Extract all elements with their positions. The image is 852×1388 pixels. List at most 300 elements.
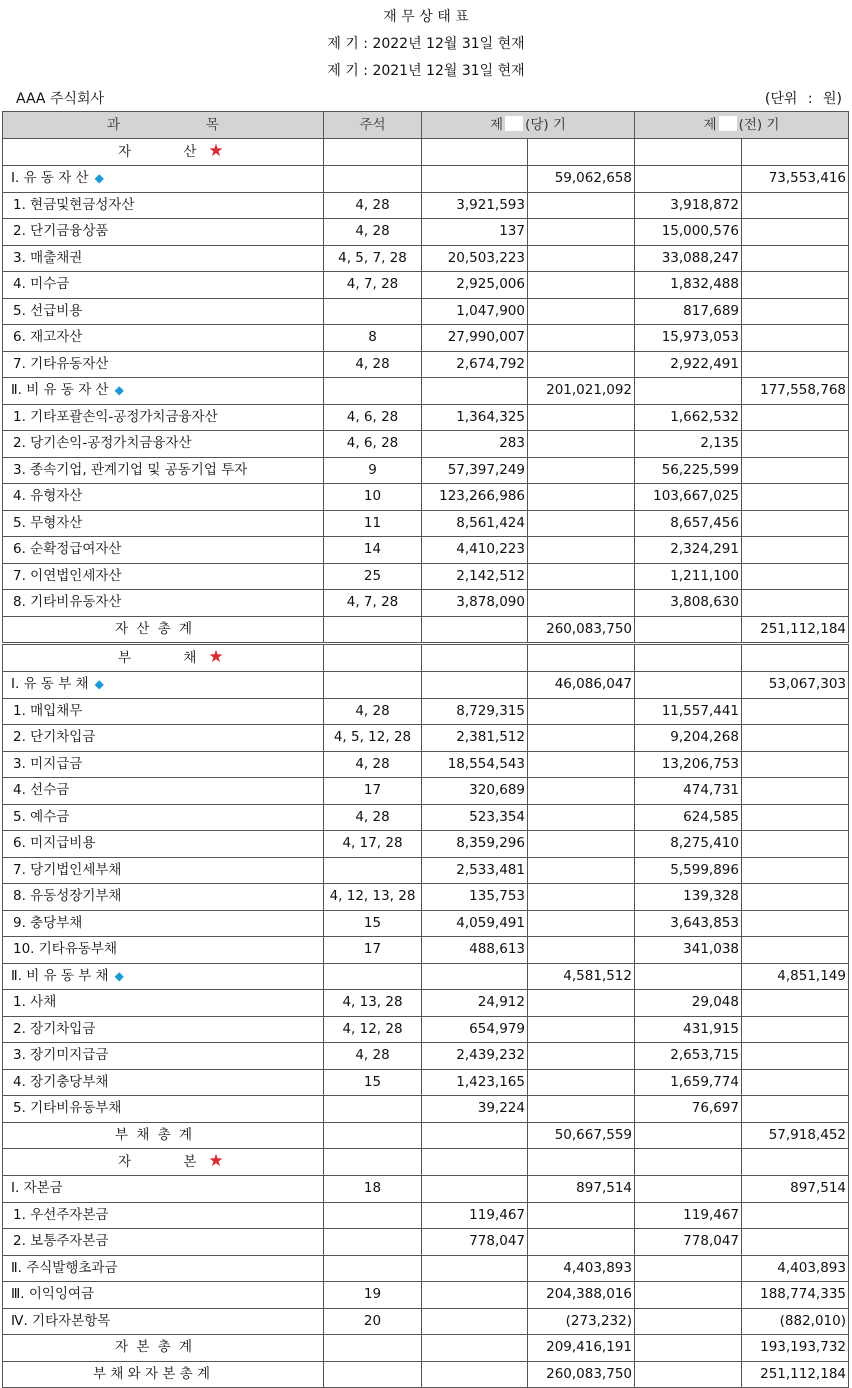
account-cell-text: 6. 재고자산 — [13, 329, 83, 346]
table-row-item — [3, 431, 849, 458]
account-cell-text: 2. 보통주자본금 — [13, 1233, 109, 1250]
prior-detail-cell — [635, 404, 742, 431]
note-cell-text: 9 — [368, 461, 377, 478]
prior-detail-cell — [635, 831, 742, 858]
prior-subtotal-cell — [742, 404, 849, 431]
prior-detail-cell — [635, 1335, 742, 1362]
note-cell-text: 4, 28 — [355, 355, 390, 372]
account-cell-text: 자 산 총 계 — [115, 620, 195, 637]
account-cell-text: 1. 기타포괄손익-공정가치금융자산 — [13, 408, 218, 425]
header-prior-suffix: (전) 기 — [738, 116, 780, 133]
current-subtotal-cell — [528, 1202, 635, 1229]
account-cell-text: 5. 무형자산 — [13, 514, 83, 531]
note-cell — [324, 1176, 422, 1203]
prior-detail-cell — [635, 272, 742, 299]
current-subtotal-cell — [528, 1176, 635, 1203]
account-cell-text: Ⅱ. 비 유 동 부 채 — [11, 967, 109, 984]
prior-detail-cell-text: 8,275,410 — [670, 835, 739, 852]
current-subtotal-cell — [528, 192, 635, 219]
current-subtotal-cell — [528, 778, 635, 805]
current-subtotal-cell — [528, 1043, 635, 1070]
prior-subtotal-cell — [742, 1043, 849, 1070]
account-cell — [3, 616, 324, 644]
account-cell-text: Ⅲ. 이익잉여금 — [11, 1286, 95, 1303]
account-cell-text: 2. 단기금융상품 — [13, 223, 109, 240]
note-cell-text: 4, 6, 28 — [346, 408, 399, 425]
account-cell-text: 10. 기타유동부채 — [13, 941, 118, 958]
prior-detail-cell-text: 15,000,576 — [661, 223, 739, 240]
current-subtotal-cell-text: 201,021,092 — [546, 382, 632, 399]
account-cell — [3, 378, 324, 405]
current-detail-cell-text: 39,224 — [477, 1100, 525, 1117]
prior-detail-cell-text: 5,599,896 — [670, 861, 739, 878]
current-detail-cell-text: 2,925,006 — [456, 276, 525, 293]
current-detail-cell-text: 8,729,315 — [456, 702, 525, 719]
prior-subtotal-cell — [742, 1229, 849, 1256]
current-subtotal-cell — [528, 1282, 635, 1309]
prior-detail-cell — [635, 298, 742, 325]
prior-subtotal-cell — [742, 831, 849, 858]
current-subtotal-cell-text: 204,388,016 — [546, 1286, 632, 1303]
account-cell-text: 5. 예수금 — [13, 808, 70, 825]
prior-detail-cell — [635, 937, 742, 964]
note-cell — [324, 1202, 422, 1229]
note-cell — [324, 1229, 422, 1256]
current-detail-cell-text: 3,878,090 — [456, 594, 525, 611]
account-cell — [3, 563, 324, 590]
header-current-period — [422, 112, 635, 139]
current-subtotal-cell — [528, 857, 635, 884]
table-row-item — [3, 990, 849, 1017]
prior-detail-cell-text: 139,328 — [683, 888, 739, 905]
table-row-sec — [3, 378, 849, 405]
table-row-item — [3, 778, 849, 805]
current-detail-cell — [422, 1202, 528, 1229]
prior-subtotal-cell — [742, 1255, 849, 1282]
current-subtotal-cell — [528, 590, 635, 617]
account-cell-text: 5. 선급비용 — [13, 302, 83, 319]
current-detail-cell — [422, 537, 528, 564]
prior-subtotal-cell — [742, 1096, 849, 1123]
prior-detail-cell — [635, 725, 742, 752]
current-subtotal-cell — [528, 1016, 635, 1043]
current-subtotal-cell — [528, 563, 635, 590]
prior-detail-cell-text: 1,662,532 — [670, 408, 739, 425]
account-cell-text: Ⅰ. 자본금 — [11, 1180, 63, 1197]
prior-subtotal-cell-text: 177,558,768 — [760, 382, 846, 399]
prior-subtotal-cell — [742, 644, 849, 672]
account-cell — [3, 484, 324, 511]
prior-detail-cell — [635, 192, 742, 219]
prior-detail-cell — [635, 804, 742, 831]
note-cell — [324, 910, 422, 937]
account-cell-text: 7. 당기법인세부채 — [13, 861, 122, 878]
prior-subtotal-cell — [742, 1361, 849, 1388]
prior-detail-cell-text: 431,915 — [683, 1020, 739, 1037]
note-cell — [324, 351, 422, 378]
prior-detail-cell — [635, 963, 742, 990]
account-cell — [3, 431, 324, 458]
account-cell-text: 4. 유형자산 — [13, 488, 83, 505]
current-detail-cell-text: 654,979 — [469, 1020, 525, 1037]
prior-subtotal-cell — [742, 1176, 849, 1203]
note-cell-text: 17 — [363, 782, 382, 799]
prior-subtotal-cell — [742, 804, 849, 831]
current-subtotal-cell-text: 46,086,047 — [554, 676, 632, 693]
prior-detail-cell — [635, 910, 742, 937]
account-cell — [3, 698, 324, 725]
current-detail-cell-text: 27,990,007 — [447, 329, 525, 346]
header-account: 과 목 — [3, 112, 324, 139]
note-cell — [324, 192, 422, 219]
current-subtotal-cell — [528, 616, 635, 644]
current-detail-cell-text: 18,554,543 — [447, 755, 525, 772]
account-cell — [3, 166, 324, 193]
account-cell-text: 4. 미수금 — [13, 276, 70, 293]
account-cell-text: 부 채 와 자 본 총 계 — [93, 1365, 211, 1382]
note-cell-text: 4, 7, 28 — [346, 594, 399, 611]
current-detail-cell-text: 778,047 — [469, 1233, 525, 1250]
current-detail-cell-text: 137 — [499, 223, 525, 240]
current-detail-cell-text: 123,266,986 — [439, 488, 525, 505]
prior-subtotal-cell-text: 53,067,303 — [768, 676, 846, 693]
note-cell-text: 4, 12, 13, 28 — [329, 888, 416, 905]
note-cell — [324, 644, 422, 672]
table-row-grand — [3, 1361, 849, 1388]
current-detail-cell-text: 2,381,512 — [456, 729, 525, 746]
account-cell-text: Ⅱ. 주식발행초과금 — [11, 1259, 118, 1276]
current-detail-cell — [422, 245, 528, 272]
table-row-sec — [3, 1255, 849, 1282]
note-cell-text: 4, 7, 28 — [346, 276, 399, 293]
prior-detail-cell — [635, 563, 742, 590]
table-row-item — [3, 804, 849, 831]
note-cell-text: 11 — [363, 514, 382, 531]
table-row-cat — [3, 644, 849, 672]
note-cell — [324, 378, 422, 405]
current-subtotal-cell-text: 50,667,559 — [554, 1126, 632, 1143]
prior-detail-cell — [635, 1069, 742, 1096]
prior-subtotal-cell — [742, 672, 849, 699]
prior-subtotal-cell — [742, 431, 849, 458]
current-subtotal-cell — [528, 644, 635, 672]
account-cell — [3, 937, 324, 964]
note-cell — [324, 1096, 422, 1123]
prior-detail-cell-text: 778,047 — [683, 1233, 739, 1250]
current-detail-cell — [422, 404, 528, 431]
prior-detail-cell — [635, 1282, 742, 1309]
account-cell — [3, 510, 324, 537]
prior-detail-cell — [635, 219, 742, 246]
note-cell-text: 14 — [363, 541, 382, 558]
table-row-item — [3, 192, 849, 219]
note-cell-text: 17 — [363, 941, 382, 958]
prior-subtotal-cell — [742, 910, 849, 937]
account-cell-text: 3. 매출채권 — [13, 249, 83, 266]
note-cell — [324, 831, 422, 858]
current-subtotal-cell — [528, 378, 635, 405]
note-cell — [324, 457, 422, 484]
prior-subtotal-cell — [742, 1308, 849, 1335]
current-detail-cell-text: 4,059,491 — [456, 914, 525, 931]
prior-detail-cell-text: 76,697 — [691, 1100, 739, 1117]
table-row-item — [3, 351, 849, 378]
current-subtotal-cell — [528, 298, 635, 325]
current-detail-cell-text: 320,689 — [469, 782, 525, 799]
current-detail-cell — [422, 725, 528, 752]
prior-detail-cell — [635, 698, 742, 725]
current-detail-cell — [422, 166, 528, 193]
current-detail-cell — [422, 1229, 528, 1256]
note-cell — [324, 1069, 422, 1096]
current-subtotal-cell — [528, 457, 635, 484]
account-cell — [3, 139, 324, 166]
note-cell — [324, 272, 422, 299]
current-detail-cell-text: 3,921,593 — [456, 196, 525, 213]
note-cell-text: 15 — [363, 914, 382, 931]
note-cell — [324, 1043, 422, 1070]
prior-subtotal-cell — [742, 272, 849, 299]
prior-subtotal-cell-text: 73,553,416 — [768, 170, 846, 187]
prior-subtotal-cell — [742, 510, 849, 537]
company-name: AAA 주식회사 — [16, 91, 105, 107]
account-cell — [3, 1096, 324, 1123]
diamond-icon: ◆ — [114, 968, 124, 983]
current-subtotal-cell — [528, 325, 635, 352]
account-cell-text: 8. 기타비유동자산 — [13, 594, 122, 611]
note-cell — [324, 166, 422, 193]
account-cell — [3, 1255, 324, 1282]
prior-detail-cell-text: 341,038 — [683, 941, 739, 958]
note-cell — [324, 725, 422, 752]
diamond-icon: ◆ — [114, 383, 124, 398]
account-cell — [3, 537, 324, 564]
current-subtotal-cell — [528, 245, 635, 272]
prior-detail-cell — [635, 1016, 742, 1043]
note-cell-text: 4, 28 — [355, 1047, 390, 1064]
prior-subtotal-cell — [742, 484, 849, 511]
current-subtotal-cell — [528, 1149, 635, 1176]
current-subtotal-cell-text: (273,232) — [565, 1312, 632, 1329]
account-cell-text: Ⅰ. 유 동 부 채 — [11, 676, 89, 693]
current-detail-cell — [422, 1122, 528, 1149]
prior-detail-cell — [635, 1361, 742, 1388]
prior-detail-cell-text: 2,653,715 — [670, 1047, 739, 1064]
prior-subtotal-cell — [742, 457, 849, 484]
current-subtotal-cell-text: 4,581,512 — [563, 967, 632, 984]
diamond-icon: ◆ — [94, 171, 104, 186]
current-subtotal-cell — [528, 910, 635, 937]
note-cell-text: 10 — [363, 488, 382, 505]
star-icon: ★ — [208, 1151, 226, 1171]
prior-subtotal-cell-text: 251,112,184 — [760, 620, 846, 637]
prior-subtotal-cell — [742, 166, 849, 193]
current-detail-cell — [422, 1043, 528, 1070]
current-detail-cell — [422, 884, 528, 911]
account-cell-text: 1. 우선주자본금 — [13, 1206, 109, 1223]
prior-detail-cell-text: 11,557,441 — [661, 702, 739, 719]
account-cell-text: 4. 선수금 — [13, 782, 70, 799]
prior-detail-cell — [635, 1122, 742, 1149]
current-detail-cell — [422, 672, 528, 699]
account-cell — [3, 910, 324, 937]
current-detail-cell — [422, 1149, 528, 1176]
note-cell-text: 4, 28 — [355, 808, 390, 825]
table-row-total — [3, 1335, 849, 1362]
header-prior-prefix: 제 — [703, 116, 717, 133]
current-subtotal-cell — [528, 1361, 635, 1388]
prior-subtotal-cell — [742, 537, 849, 564]
prior-subtotal-cell — [742, 990, 849, 1017]
note-cell-text: 4, 28 — [355, 196, 390, 213]
table-row-item — [3, 910, 849, 937]
prior-detail-cell — [635, 139, 742, 166]
prior-detail-cell — [635, 325, 742, 352]
note-cell — [324, 325, 422, 352]
prior-detail-cell — [635, 378, 742, 405]
current-detail-cell-text: 1,364,325 — [456, 408, 525, 425]
account-cell-text: 자 산 — [118, 144, 199, 160]
table-row-item — [3, 1069, 849, 1096]
statement-title: 재 무 상 태 표 — [383, 9, 469, 25]
note-cell — [324, 778, 422, 805]
note-cell-text: 8 — [368, 329, 377, 346]
note-cell — [324, 857, 422, 884]
account-cell — [3, 672, 324, 699]
prior-detail-cell — [635, 1229, 742, 1256]
note-cell — [324, 1149, 422, 1176]
note-cell-text: 25 — [363, 567, 382, 584]
prior-subtotal-cell — [742, 245, 849, 272]
prior-detail-cell — [635, 1043, 742, 1070]
note-cell — [324, 937, 422, 964]
table-row-sec — [3, 1308, 849, 1335]
period-current: 제 기 : 2022년 12월 31일 현재 — [327, 36, 525, 52]
prior-subtotal-cell — [742, 590, 849, 617]
current-subtotal-cell — [528, 1308, 635, 1335]
prior-subtotal-cell — [742, 963, 849, 990]
prior-subtotal-cell — [742, 1149, 849, 1176]
prior-detail-cell — [635, 672, 742, 699]
current-detail-cell — [422, 1096, 528, 1123]
prior-subtotal-cell — [742, 351, 849, 378]
account-cell — [3, 1122, 324, 1149]
prior-detail-cell-text: 103,667,025 — [653, 488, 739, 505]
note-cell — [324, 1016, 422, 1043]
prior-detail-cell — [635, 351, 742, 378]
prior-detail-cell-text: 15,973,053 — [661, 329, 739, 346]
note-cell-text: 4, 28 — [355, 223, 390, 240]
note-cell-text: 20 — [363, 1312, 382, 1329]
prior-detail-cell — [635, 990, 742, 1017]
account-cell — [3, 1282, 324, 1309]
current-detail-cell — [422, 351, 528, 378]
current-detail-cell-text: 2,142,512 — [456, 567, 525, 584]
current-detail-cell-text: 488,613 — [469, 941, 525, 958]
current-detail-cell-text: 4,410,223 — [456, 541, 525, 558]
prior-detail-cell-text: 3,808,630 — [670, 594, 739, 611]
table-row-sec — [3, 166, 849, 193]
prior-subtotal-cell — [742, 857, 849, 884]
note-cell — [324, 431, 422, 458]
account-cell-text: 2. 장기차입금 — [13, 1020, 96, 1037]
account-cell — [3, 857, 324, 884]
header-current-prefix: 제 — [490, 116, 504, 133]
account-cell-text: 2. 단기차입금 — [13, 729, 96, 746]
account-cell — [3, 219, 324, 246]
prior-detail-cell-text: 474,731 — [683, 782, 739, 799]
blank-box — [719, 116, 737, 131]
current-detail-cell-text: 135,753 — [469, 888, 525, 905]
balance-sheet-table — [2, 111, 849, 1388]
prior-detail-cell-text: 2,922,491 — [670, 355, 739, 372]
current-subtotal-cell — [528, 698, 635, 725]
prior-detail-cell — [635, 537, 742, 564]
prior-detail-cell-text: 1,659,774 — [670, 1073, 739, 1090]
note-cell — [324, 616, 422, 644]
prior-subtotal-cell-text: 4,403,893 — [777, 1259, 846, 1276]
current-detail-cell-text: 57,397,249 — [447, 461, 525, 478]
prior-detail-cell-text: 13,206,753 — [661, 755, 739, 772]
current-subtotal-cell — [528, 884, 635, 911]
account-cell-text: 자 본 총 계 — [115, 1339, 195, 1356]
current-detail-cell — [422, 1016, 528, 1043]
current-subtotal-cell — [528, 351, 635, 378]
note-cell — [324, 804, 422, 831]
note-cell — [324, 510, 422, 537]
account-cell — [3, 751, 324, 778]
current-detail-cell — [422, 431, 528, 458]
prior-subtotal-cell — [742, 1122, 849, 1149]
account-cell — [3, 644, 324, 672]
prior-subtotal-cell — [742, 1016, 849, 1043]
current-subtotal-cell — [528, 1122, 635, 1149]
current-detail-cell — [422, 484, 528, 511]
note-cell — [324, 698, 422, 725]
table-row-item — [3, 245, 849, 272]
current-detail-cell — [422, 325, 528, 352]
table-header-row — [3, 112, 849, 139]
account-cell-text: 3. 종속기업, 관계기업 및 공동기업 투자 — [13, 461, 248, 478]
prior-subtotal-cell — [742, 1335, 849, 1362]
current-detail-cell — [422, 139, 528, 166]
account-cell-text: 7. 기타유동자산 — [13, 355, 109, 372]
table-row-sec — [3, 672, 849, 699]
prior-detail-cell — [635, 1255, 742, 1282]
current-detail-cell — [422, 804, 528, 831]
note-cell-text: 4, 5, 12, 28 — [333, 729, 412, 746]
note-cell — [324, 990, 422, 1017]
prior-subtotal-cell-text: 4,851,149 — [777, 967, 846, 984]
current-detail-cell-text: 24,912 — [477, 994, 525, 1011]
note-cell-text: 4, 17, 28 — [342, 835, 403, 852]
note-cell-text: 4, 13, 28 — [342, 994, 403, 1011]
current-detail-cell-text: 8,359,296 — [456, 835, 525, 852]
period-prior: 제 기 : 2021년 12월 31일 현재 — [327, 63, 525, 79]
current-detail-cell — [422, 1255, 528, 1282]
account-cell — [3, 1335, 324, 1362]
current-detail-cell — [422, 219, 528, 246]
account-cell — [3, 1361, 324, 1388]
current-detail-cell — [422, 457, 528, 484]
table-row-sec — [3, 1176, 849, 1203]
prior-detail-cell-text: 8,657,456 — [670, 514, 739, 531]
table-row-item — [3, 404, 849, 431]
note-cell-text: 15 — [363, 1073, 382, 1090]
table-row-item — [3, 537, 849, 564]
current-detail-cell — [422, 1335, 528, 1362]
table-row-item — [3, 563, 849, 590]
